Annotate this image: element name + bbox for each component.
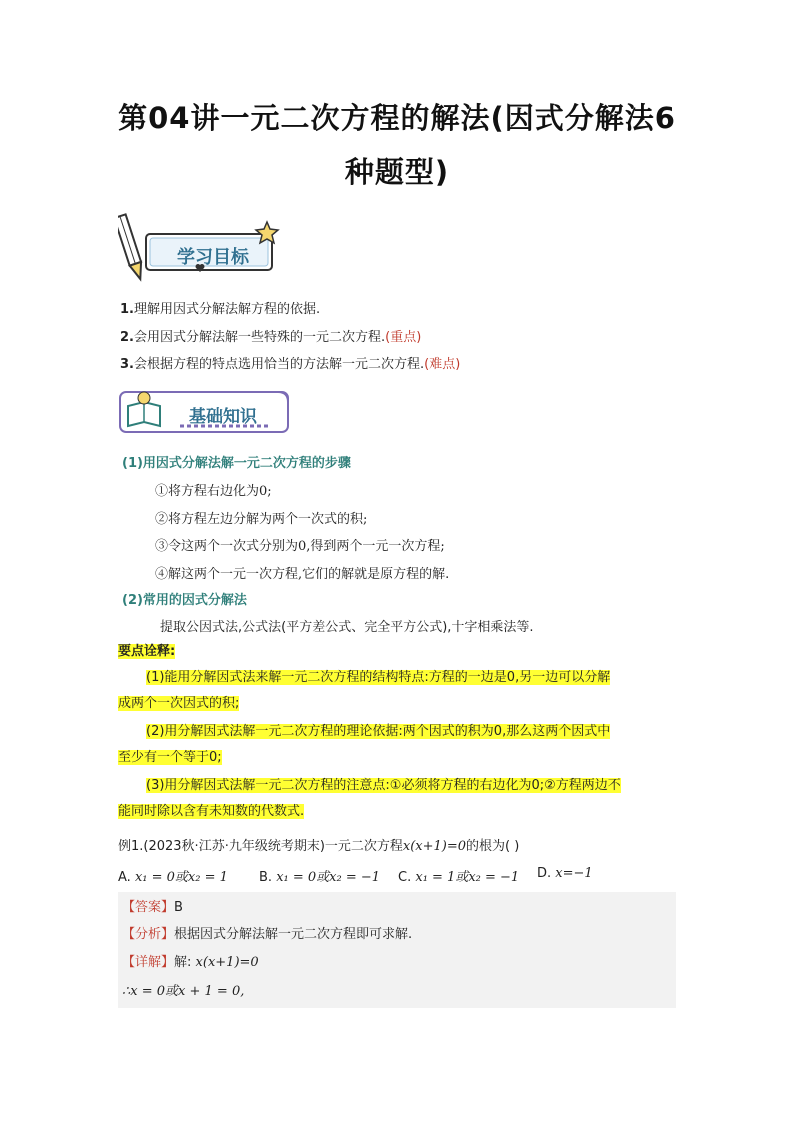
step-item: ④解这两个一元一次方程,它们的解就是原方程的解. [155,567,450,582]
key-point-1: (1)能用分解因式法来解一元二次方程的结构特点:方程的一边是0,另一边可以分解 成两个一次因式的积; [118,670,611,711]
step-item: ②将方程左边分解为两个一次式的积; [155,512,368,527]
objective-item: 3.会根据方程的特点选用恰当的方法解一元二次方程.(难点) [120,357,461,372]
section2-body: 提取公因式法,公式法(平方差公式、完全平方公式),十字相乘法等. [160,620,534,635]
step-item: ③令这两个一次式分别为0,得到两个一元一次方程; [155,539,445,554]
option-d: D. x=−1 [537,866,593,881]
option-b: B. x₁ = 0或x₂ = −1 [259,870,381,885]
section2-heading: (2)常用的因式分解法 [122,593,247,608]
key-points-label: 要点诠释: [118,644,176,659]
basic-knowledge-banner [118,388,293,440]
analysis-line: 【分析】根据因式分解法解一元二次方程即可求解. [122,927,413,942]
objective-item: 2.会用因式分解法解一些特殊的一元二次方程.(重点) [120,330,422,345]
section1-heading: (1)用因式分解法解一元二次方程的步骤 [122,456,351,471]
key-point-2: (2)用分解因式法解一元二次方程的理论依据:两个因式的积为0,那么这两个因式中 至少有一个等于0; [118,724,611,765]
option-c: C. x₁ = 1或x₂ = −1 [398,870,520,885]
learning-goals-banner [118,212,288,287]
page-title-line2: 种题型) [344,155,450,189]
learning-goals-label: 学习目标 [177,247,249,268]
option-a: A. x₁ = 0或x₂ = 1 [118,870,228,885]
objective-item: 1.理解用因式分解法解方程的依据. [120,302,321,317]
example1-stem: 例1.(2023秋·江苏·九年级统考期末)一元二次方程x(x+1)=0的根为( ) [118,839,520,854]
answer-line: 【答案】B [122,900,183,915]
solution-line: ∴x = 0或x + 1 = 0, [122,984,245,999]
detail-line: 【详解】解: x(x+1)=0 [122,955,259,970]
key-point-3: (3)用分解因式法解一元二次方程的注意点:①必须将方程的右边化为0;②方程两边不 能同时除以含有未知数的代数式. [118,778,621,819]
basic-knowledge-label: 基础知识 [189,407,257,427]
step-item: ①将方程右边化为0; [155,484,272,499]
page-title-line1: 第04讲一元二次方程的解法(因式分解法6 [118,101,676,135]
